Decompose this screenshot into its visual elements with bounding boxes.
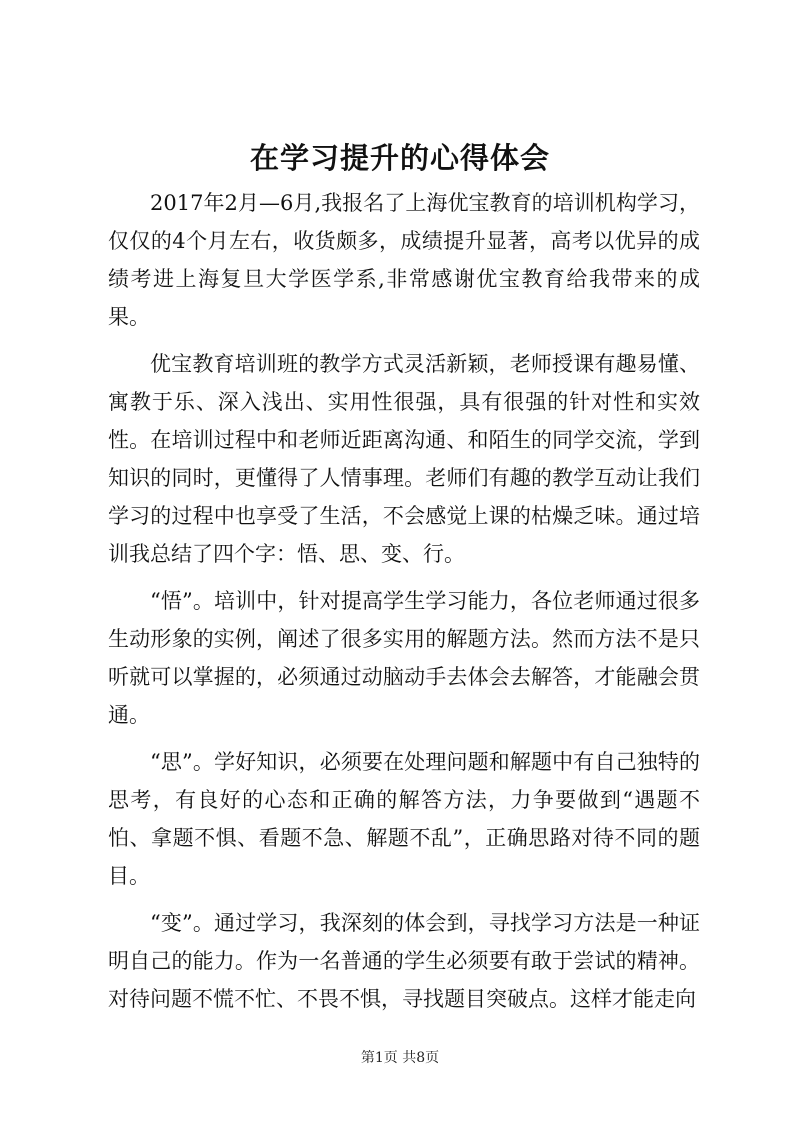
paragraph-intro: 2017年2月—6月,我报名了上海优宝教育的培训机构学习，仅仅的4个月左右，收货颇多，成绩提升显著，高考以优异的成绩考进上海复旦大学医学系,非常感谢优宝教育给我带来的成果。	[108, 191, 700, 329]
paragraph-si: “思”。学好知识，必须要在处理问题和解题中有自己独特的思考，有良好的心态和正确的解答方法，力争要做到“遇题不怕、拿题不惧、看题不急、解题不乱”，正确思路对待不同的题目。	[108, 750, 700, 888]
page-number-footer: 第1页 共8页	[360, 1050, 440, 1066]
paragraph-bian: “变”。通过学习，我深刻的体会到，寻找学习方法是一种证明自己的能力。作为一名普通的学生必须要有敢于尝试的精神。对待问题不慌不忙、不畏不惧，寻找题目突破点。这样才能走向	[108, 911, 700, 1011]
document-title: 在学习提升的心得体会	[249, 141, 550, 175]
paragraph-wu: “悟”。培训中，针对提高学生学习能力，各位老师通过很多生动形象的实例，阐述了很多实用的解题方法。然而方法不是只听就可以掌握的，必须通过动脑动手去体会去解答，才能融会贯通。	[108, 589, 700, 727]
document-body	[108, 184, 700, 1027]
paragraph-teaching-method: 优宝教育培训班的教学方式灵活新颖，老师授课有趣易懂、寓教于乐、深入浅出、实用性很强，具有很强的针对性和实效性。在培训过程中和老师近距离沟通、和陌生的同学交流，学到知识的同时，更懂得了人情事理。老师们有趣的教学互动让我们学习的过程中也享受了生活，不会感觉上课的枯燥乏味。通过培训我总结了四个字：悟、思、变、行。	[108, 352, 700, 566]
